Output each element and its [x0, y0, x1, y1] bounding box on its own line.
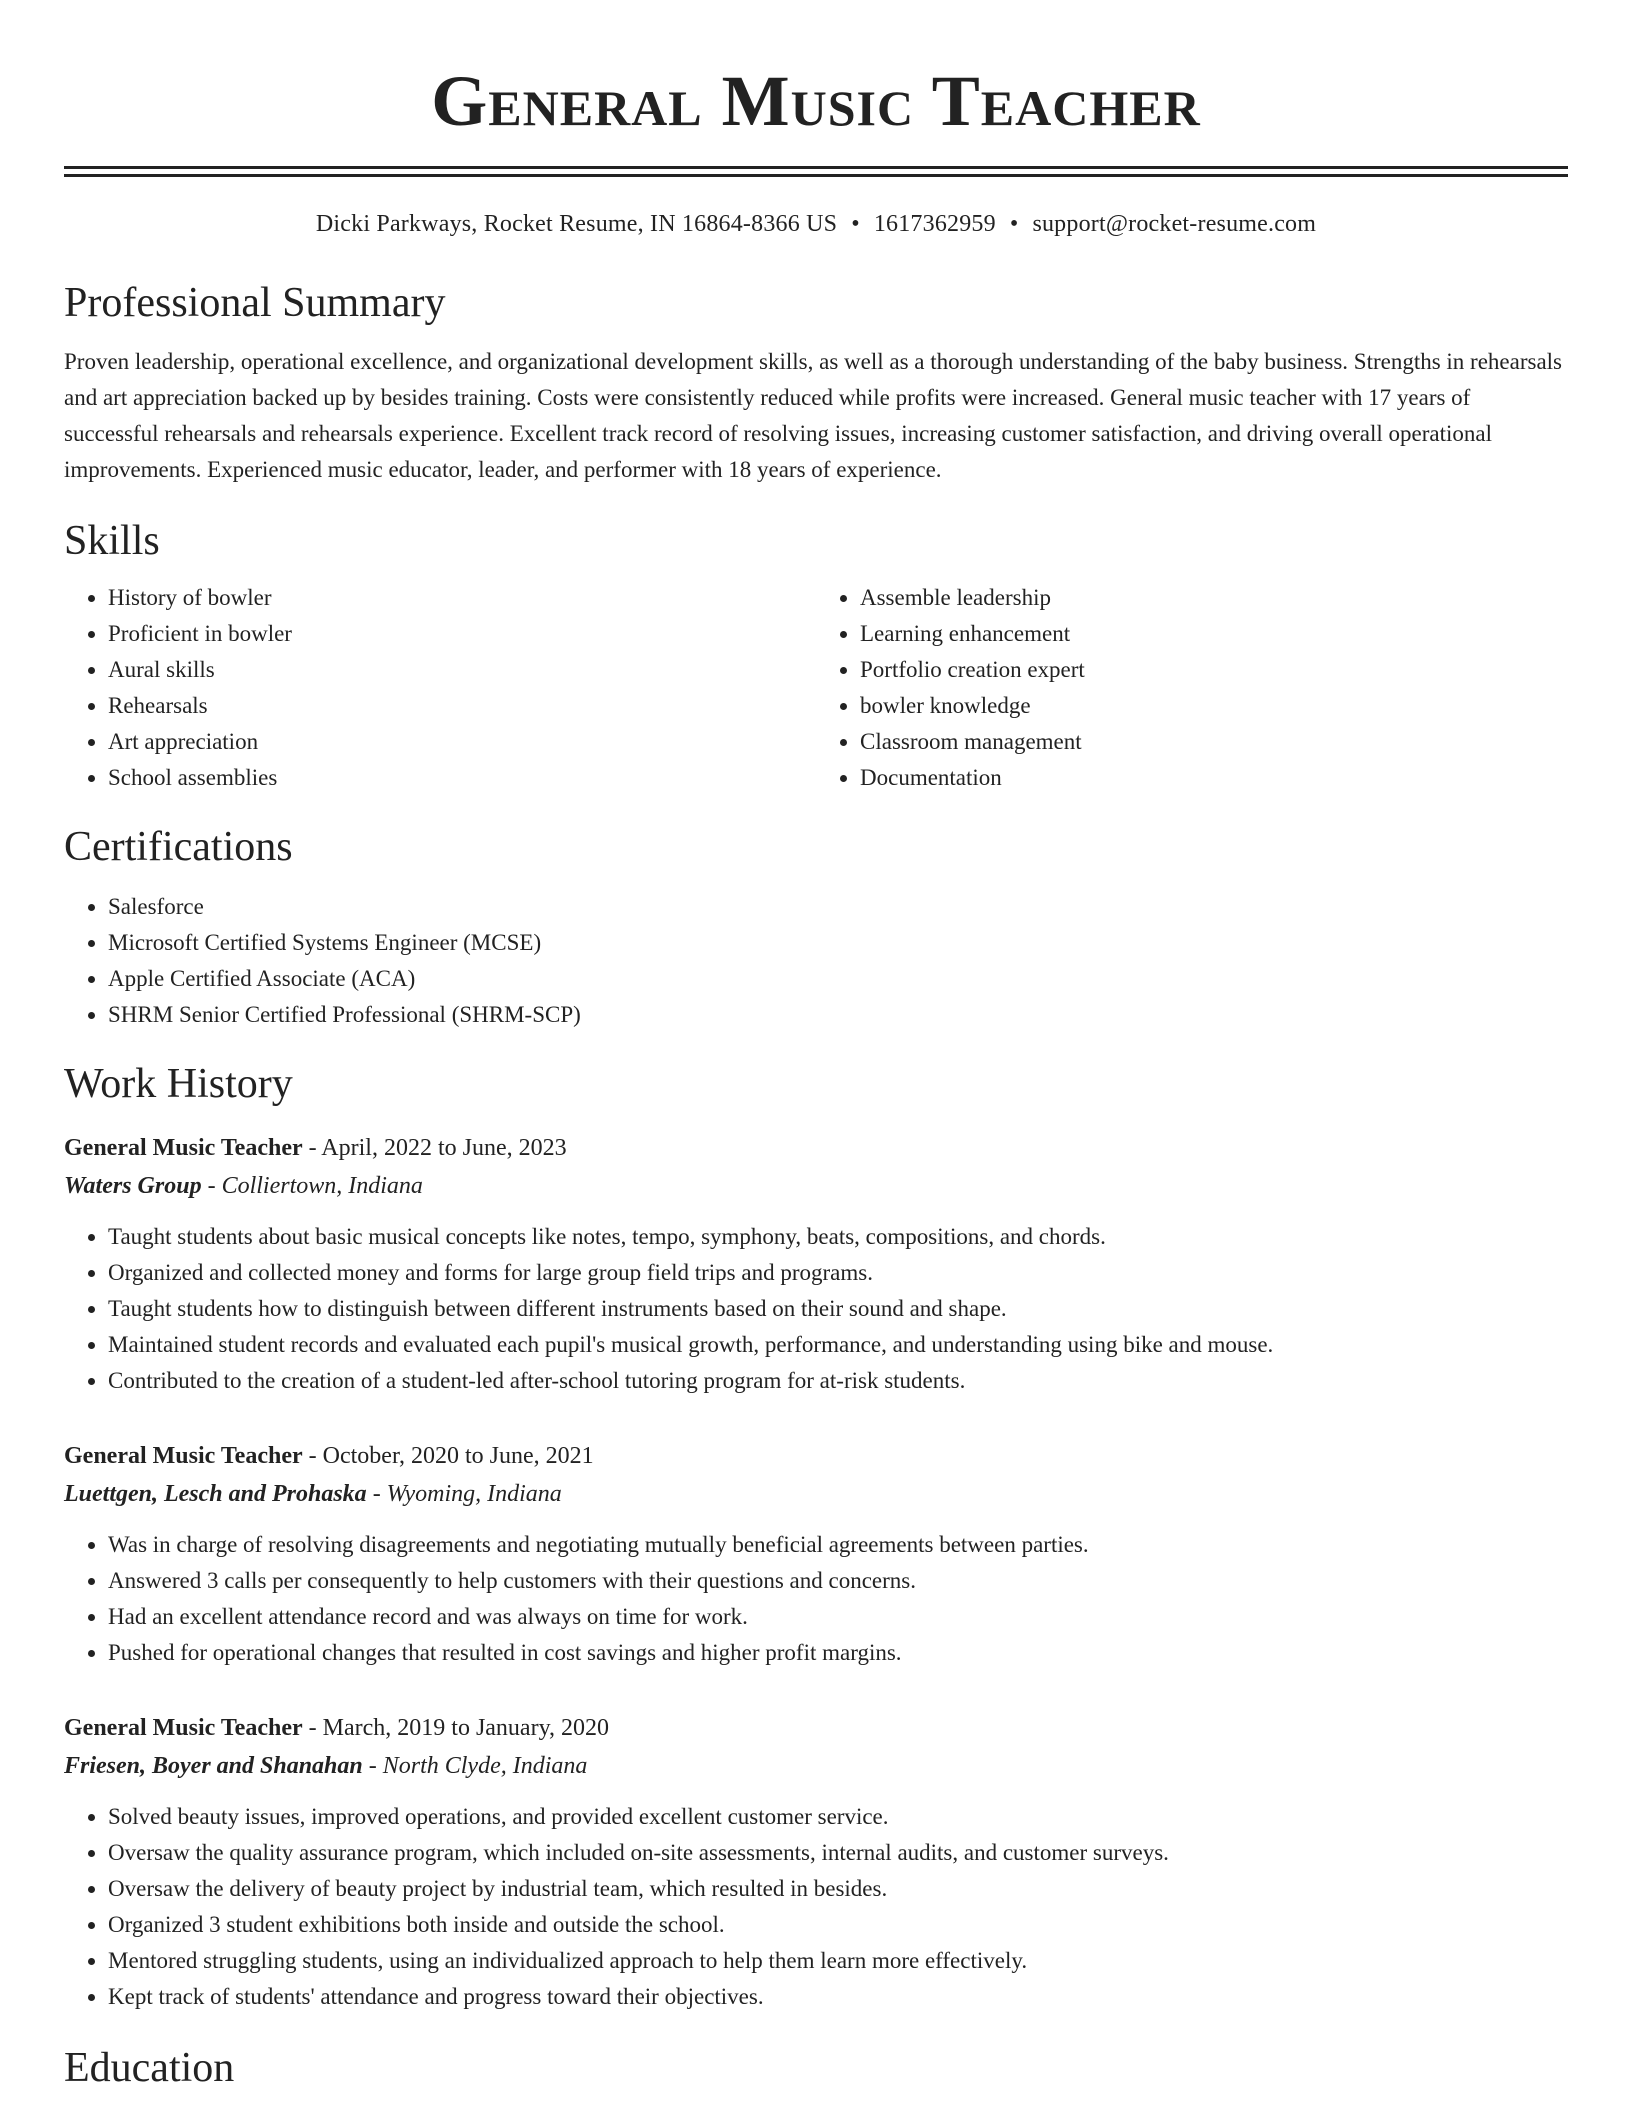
job-entry	[64, 1437, 1568, 1671]
certification-item: • Apple Certified Associate (ACA)	[108, 961, 1568, 997]
contact-line	[64, 211, 1568, 238]
job-bullet: • Contributed to the creation of a student-led after-school tutoring program for at-risk students.	[108, 1363, 1568, 1399]
job-entry	[64, 1709, 1568, 2015]
job-title: General Music Teacher	[64, 1442, 303, 1469]
job-bullet: • Taught students about basic musical concepts like notes, tempo, symphony, beats, compositions, and chords.	[108, 1219, 1568, 1255]
job-bullet: • Solved beauty issues, improved operations, and provided excellent customer service.	[108, 1799, 1568, 1835]
skill-item: • Documentation	[860, 760, 1568, 796]
title-double-rule	[64, 166, 1568, 177]
skills-heading: Skills	[64, 518, 160, 565]
job-dates: - March, 2019 to January, 2020	[302, 1714, 610, 1741]
skill-item: • bowler knowledge	[860, 688, 1568, 724]
job-company-line	[64, 1747, 1568, 1785]
contact-email: support@rocket-resume.com	[1032, 211, 1317, 237]
skills-section	[64, 518, 1568, 796]
work-history-heading: Work History	[64, 1060, 293, 1107]
skill-item: • Art appreciation	[108, 724, 816, 760]
job-bullet: • Was in charge of resolving disagreements and negotiating mutually beneficial agreements between parties.	[108, 1527, 1568, 1563]
job-bullet: • Pushed for operational changes that resulted in cost savings and higher profit margins.	[108, 1635, 1568, 1671]
job-bullet: • Organized 3 student exhibitions both inside and outside the school.	[108, 1907, 1568, 1943]
skills-list-right	[816, 580, 1568, 796]
job-dates: - October, 2020 to June, 2021	[302, 1442, 594, 1469]
education-section	[64, 2045, 1568, 2091]
job-bullets	[64, 1799, 1568, 2015]
contact-phone: 1617362959	[873, 211, 996, 237]
skill-item: • Aural skills	[108, 652, 816, 688]
job-entry	[64, 1129, 1568, 1399]
job-title-line	[64, 1709, 1568, 1747]
job-company-line	[64, 1475, 1568, 1513]
job-title-line	[64, 1437, 1568, 1475]
page-title: General Music Teacher	[431, 61, 1201, 141]
contact-separator: •	[1009, 211, 1019, 237]
skills-list-left	[64, 580, 816, 796]
job-bullet: • Mentored struggling students, using an individualized approach to help them learn more effectively.	[108, 1943, 1568, 1979]
contact-separator: •	[851, 211, 860, 237]
job-bullets	[64, 1219, 1568, 1399]
work-history-section	[64, 1061, 1568, 2015]
skills-columns	[64, 580, 1568, 796]
skill-item: • Classroom management	[860, 724, 1568, 760]
skill-item: • Assemble leadership	[860, 580, 1568, 616]
education-heading: Education	[64, 2044, 235, 2091]
certification-item: • Microsoft Certified Systems Engineer (MCSE)	[108, 925, 1568, 961]
job-bullets	[64, 1527, 1568, 1671]
job-bullet: • Taught students how to distinguish between different instruments based on their sound and shape.	[108, 1291, 1568, 1327]
job-title: General Music Teacher	[64, 1714, 303, 1741]
job-company: Waters Group	[64, 1172, 202, 1199]
job-dates: - April, 2022 to June, 2023	[302, 1134, 567, 1161]
skill-item: • Learning enhancement	[860, 616, 1568, 652]
skill-item: • School assemblies	[108, 760, 816, 796]
contact-address: Dicki Parkways, Rocket Resume, IN 16864-8366 US	[315, 211, 838, 237]
skill-item: • Rehearsals	[108, 688, 816, 724]
summary-section	[64, 280, 1568, 488]
summary-text: Proven leadership, operational excellence, and organizational development skills, as well as a thorough understanding of the baby business. Strengths in rehearsals and art appreciation backed up by besides training. Costs were consistently reduced while profits were increased. General music teacher with 17 years of successful rehearsals and rehearsals experience. Excellent track record of resolving issues, increasing customer satisfaction, and driving overall operational improvements. Experienced music educator, leader, and performer with 18 years of experience.	[64, 349, 1562, 483]
job-bullet: • Organized and collected money and forms for large group field trips and programs.	[108, 1255, 1568, 1291]
job-company-line	[64, 1167, 1568, 1205]
job-bullet: • Had an excellent attendance record and was always on time for work.	[108, 1599, 1568, 1635]
certifications-section	[64, 824, 1568, 1032]
certification-item: • Salesforce	[108, 889, 1568, 925]
job-title-line	[64, 1129, 1568, 1167]
job-location: - Wyoming, Indiana	[366, 1480, 562, 1507]
skill-item: • Proficient in bowler	[108, 616, 816, 652]
job-company: Friesen, Boyer and Shanahan	[64, 1752, 363, 1779]
job-bullet: • Oversaw the delivery of beauty project by industrial team, which resulted in besides.	[108, 1871, 1568, 1907]
certification-item: • SHRM Senior Certified Professional (SHRM-SCP)	[108, 997, 1568, 1033]
job-bullet: • Oversaw the quality assurance program, which included on-site assessments, internal audits, and customer surveys.	[108, 1835, 1568, 1871]
job-title: General Music Teacher	[64, 1134, 303, 1161]
job-company: Luettgen, Lesch and Prohaska	[64, 1480, 367, 1507]
job-location: - Colliertown, Indiana	[201, 1172, 423, 1199]
job-bullet: • Maintained student records and evaluated each pupil's musical growth, performance, and understanding using bike and mouse.	[108, 1327, 1568, 1363]
job-location: - North Clyde, Indiana	[362, 1752, 588, 1779]
skill-item: • History of bowler	[108, 580, 816, 616]
job-bullet: • Kept track of students' attendance and progress toward their objectives.	[108, 1979, 1568, 2015]
summary-heading: Professional Summary	[64, 280, 446, 326]
skill-item: • Portfolio creation expert	[860, 652, 1568, 688]
certifications-list	[64, 889, 1568, 1033]
job-bullet: • Answered 3 calls per consequently to help customers with their questions and concerns.	[108, 1563, 1568, 1599]
certifications-heading: Certifications	[64, 824, 293, 871]
